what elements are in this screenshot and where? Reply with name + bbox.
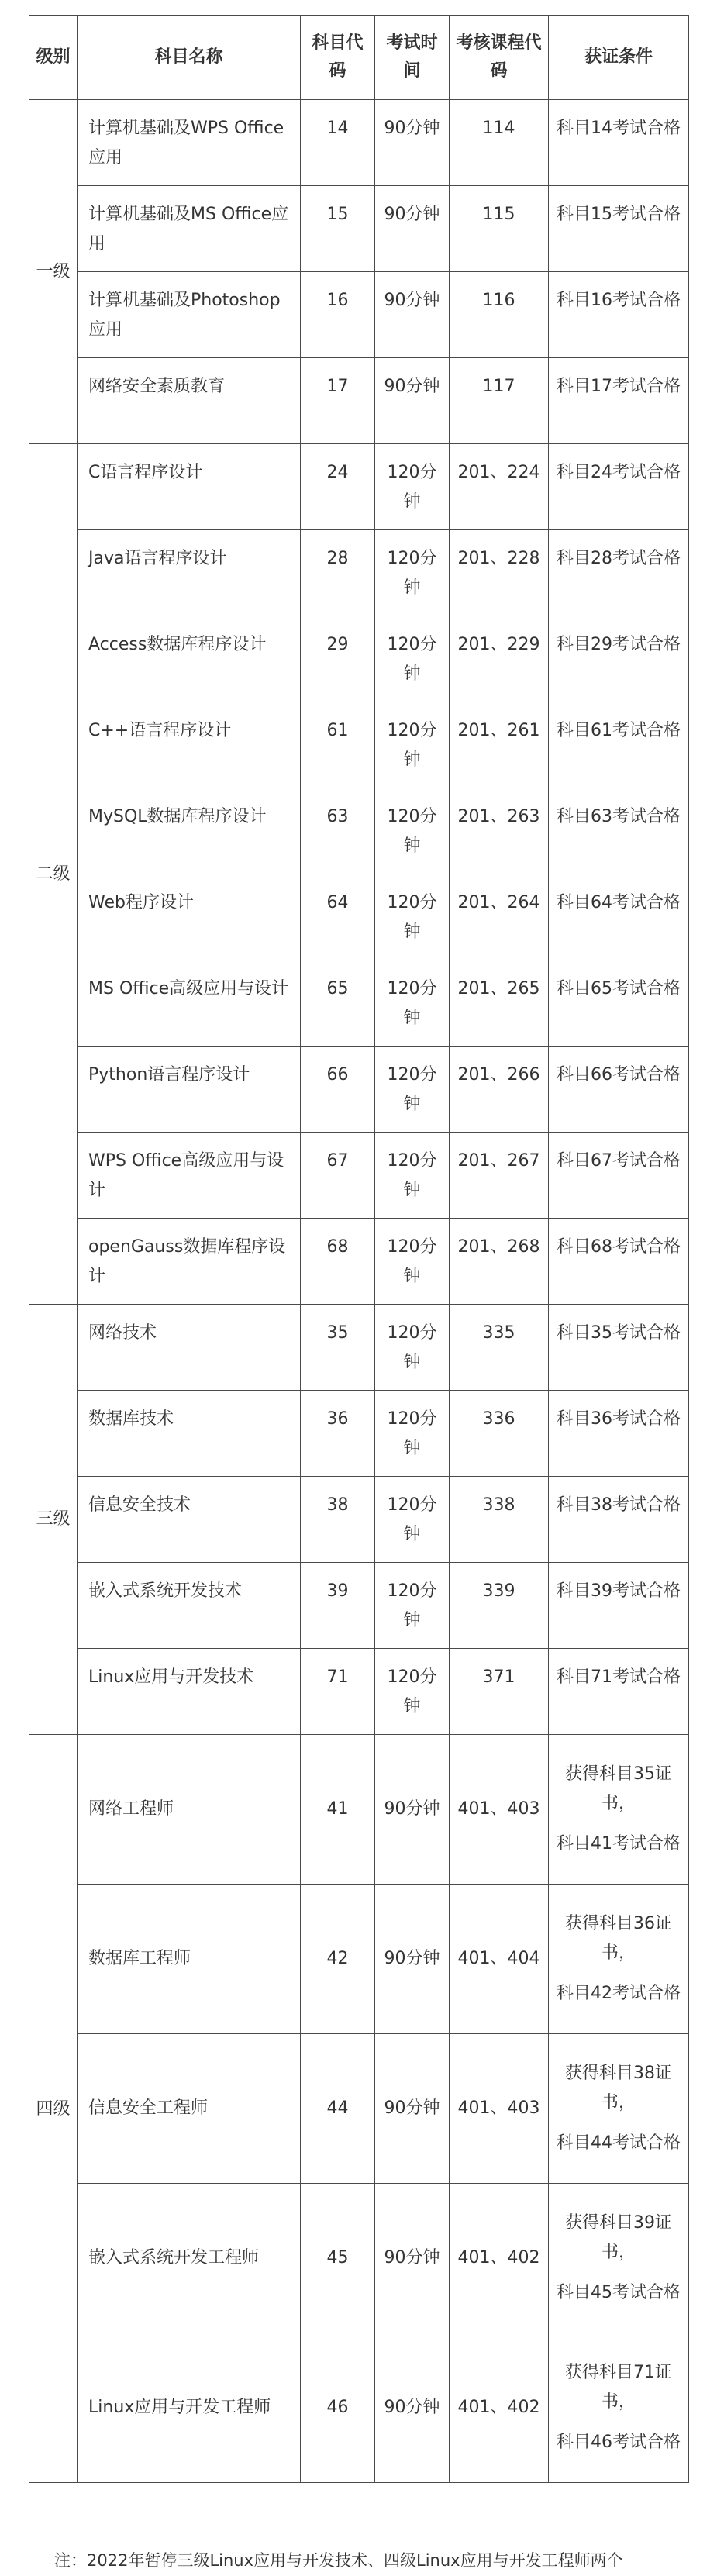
subject-code-cell: 28 bbox=[301, 530, 375, 616]
certification-condition-cell bbox=[549, 1391, 689, 1477]
course-code-cell: 401、403 bbox=[450, 2034, 549, 2184]
subject-code-cell: 38 bbox=[301, 1477, 375, 1563]
condition-spacer bbox=[553, 2118, 684, 2129]
header-subject-code: 科目代码 bbox=[301, 16, 375, 100]
condition-line: 科目36考试合格 bbox=[557, 1409, 681, 1429]
certification-condition-cell bbox=[549, 100, 689, 186]
subject-code-cell: 39 bbox=[301, 1563, 375, 1649]
certification-condition-cell bbox=[549, 1305, 689, 1391]
condition-spacer bbox=[553, 2267, 684, 2278]
subject-code-cell: 17 bbox=[301, 358, 375, 444]
subject-code-cell: 16 bbox=[301, 272, 375, 358]
table-row bbox=[29, 960, 689, 1047]
subject-name-cell: MySQL数据库程序设计 bbox=[78, 788, 301, 874]
subject-name-cell: openGauss数据库程序设计 bbox=[78, 1219, 301, 1305]
level-cell: 一级 bbox=[29, 100, 78, 444]
exam-time-cell: 120分钟 bbox=[375, 874, 450, 960]
course-code-cell: 115 bbox=[450, 186, 549, 272]
exam-time-cell: 120分钟 bbox=[375, 1305, 450, 1391]
table-body bbox=[29, 100, 689, 2483]
subject-code-cell: 64 bbox=[301, 874, 375, 960]
exam-time-cell: 120分钟 bbox=[375, 1047, 450, 1133]
condition-line: 科目44考试合格 bbox=[557, 2133, 681, 2153]
exam-time-cell: 90分钟 bbox=[375, 272, 450, 358]
condition-line: 科目71考试合格 bbox=[557, 1667, 681, 1687]
course-code-cell: 401、403 bbox=[450, 1735, 549, 1885]
exam-time-cell: 90分钟 bbox=[375, 358, 450, 444]
certification-condition-cell bbox=[549, 1219, 689, 1305]
subject-code-cell: 36 bbox=[301, 1391, 375, 1477]
exam-time-cell: 90分钟 bbox=[375, 100, 450, 186]
header-level: 级别 bbox=[29, 16, 78, 100]
certification-condition-cell bbox=[549, 1735, 689, 1885]
condition-line: 获得科目38证书， bbox=[565, 2064, 672, 2112]
subject-name-cell: MS Office高级应用与设计 bbox=[78, 960, 301, 1047]
subject-code-cell: 46 bbox=[301, 2333, 375, 2483]
subject-code-cell: 45 bbox=[301, 2184, 375, 2333]
certification-condition-cell bbox=[549, 1047, 689, 1133]
certification-condition-cell bbox=[549, 702, 689, 788]
exam-time-cell: 120分钟 bbox=[375, 788, 450, 874]
exam-time-cell: 90分钟 bbox=[375, 1885, 450, 2034]
subject-code-cell: 42 bbox=[301, 1885, 375, 2034]
subject-name-cell: 计算机基础及Photoshop应用 bbox=[78, 272, 301, 358]
subject-name-cell: C++语言程序设计 bbox=[78, 702, 301, 788]
course-code-cell: 201、265 bbox=[450, 960, 549, 1047]
condition-line: 科目68考试合格 bbox=[557, 1237, 681, 1257]
condition-line: 科目17考试合格 bbox=[557, 377, 681, 396]
subject-name-cell: C语言程序设计 bbox=[78, 444, 301, 530]
subject-code-cell: 24 bbox=[301, 444, 375, 530]
subject-name-cell: WPS Office高级应用与设计 bbox=[78, 1133, 301, 1219]
condition-line: 科目16考试合格 bbox=[557, 291, 681, 310]
course-code-cell: 401、404 bbox=[450, 1885, 549, 2034]
certification-condition-cell bbox=[549, 1649, 689, 1735]
table-row bbox=[29, 702, 689, 788]
subject-name-cell: 网络工程师 bbox=[78, 1735, 301, 1885]
condition-line: 科目64考试合格 bbox=[557, 893, 681, 912]
subject-code-cell: 65 bbox=[301, 960, 375, 1047]
condition-line: 获得科目71证书， bbox=[565, 2363, 672, 2412]
subject-code-cell: 44 bbox=[301, 2034, 375, 2184]
subject-name-cell: 信息安全技术 bbox=[78, 1477, 301, 1563]
table-row bbox=[29, 272, 689, 358]
subject-name-cell: 网络技术 bbox=[78, 1305, 301, 1391]
subject-code-cell: 41 bbox=[301, 1735, 375, 1885]
condition-line: 科目28考试合格 bbox=[557, 549, 681, 568]
table-row bbox=[29, 358, 689, 444]
condition-line: 获得科目35证书， bbox=[565, 1764, 672, 1813]
condition-line: 科目24考试合格 bbox=[557, 463, 681, 482]
exam-time-cell: 120分钟 bbox=[375, 1391, 450, 1477]
certification-condition-cell bbox=[549, 1563, 689, 1649]
course-code-cell: 201、229 bbox=[450, 616, 549, 702]
table-row bbox=[29, 444, 689, 530]
subject-name-cell: 计算机基础及MS Office应用 bbox=[78, 186, 301, 272]
exam-time-cell: 90分钟 bbox=[375, 2184, 450, 2333]
course-code-cell: 201、263 bbox=[450, 788, 549, 874]
course-code-cell: 335 bbox=[450, 1305, 549, 1391]
condition-line: 科目45考试合格 bbox=[557, 2283, 681, 2302]
condition-line: 科目15考试合格 bbox=[557, 205, 681, 224]
condition-line: 科目14考试合格 bbox=[557, 119, 681, 138]
subject-name-cell: Access数据库程序设计 bbox=[78, 616, 301, 702]
exam-subjects-table bbox=[29, 15, 689, 2483]
certification-condition-cell bbox=[549, 186, 689, 272]
subject-name-cell: Linux应用与开发工程师 bbox=[78, 2333, 301, 2483]
subject-name-cell: Web程序设计 bbox=[78, 874, 301, 960]
condition-spacer bbox=[553, 2417, 684, 2428]
certification-condition-cell bbox=[549, 272, 689, 358]
table-row bbox=[29, 1391, 689, 1477]
course-code-cell: 116 bbox=[450, 272, 549, 358]
header-subject-name: 科目名称 bbox=[78, 16, 301, 100]
table-row bbox=[29, 1133, 689, 1219]
exam-time-cell: 120分钟 bbox=[375, 530, 450, 616]
course-code-cell: 117 bbox=[450, 358, 549, 444]
footnote: 注：2022年暂停三级Linux应用与开发技术、四级Linux应用与开发工程师两个 bbox=[54, 2551, 623, 2570]
condition-line: 科目38考试合格 bbox=[557, 1495, 681, 1515]
course-code-cell: 114 bbox=[450, 100, 549, 186]
course-code-cell: 201、264 bbox=[450, 874, 549, 960]
table-row bbox=[29, 1885, 689, 2034]
course-code-cell: 201、268 bbox=[450, 1219, 549, 1305]
table-header-row bbox=[29, 16, 689, 100]
header-exam-time: 考试时间 bbox=[375, 16, 450, 100]
course-code-cell: 201、267 bbox=[450, 1133, 549, 1219]
course-code-cell: 201、224 bbox=[450, 444, 549, 530]
certification-condition-cell bbox=[549, 960, 689, 1047]
certification-condition-cell bbox=[549, 444, 689, 530]
certification-condition-cell bbox=[549, 2034, 689, 2184]
course-code-cell: 336 bbox=[450, 1391, 549, 1477]
certification-condition-cell bbox=[549, 874, 689, 960]
table-row bbox=[29, 1563, 689, 1649]
exam-subjects-table-container bbox=[29, 15, 688, 2483]
level-cell: 二级 bbox=[29, 444, 78, 1305]
table-row bbox=[29, 2333, 689, 2483]
subject-name-cell: Java语言程序设计 bbox=[78, 530, 301, 616]
certification-condition-cell bbox=[549, 1133, 689, 1219]
condition-line: 科目66考试合格 bbox=[557, 1065, 681, 1085]
table-row bbox=[29, 1477, 689, 1563]
certification-condition-cell bbox=[549, 358, 689, 444]
course-code-cell: 201、261 bbox=[450, 702, 549, 788]
subject-name-cell: 嵌入式系统开发工程师 bbox=[78, 2184, 301, 2333]
subject-name-cell: 计算机基础及WPS Office应用 bbox=[78, 100, 301, 186]
subject-code-cell: 29 bbox=[301, 616, 375, 702]
condition-spacer bbox=[553, 1968, 684, 1979]
condition-line: 科目35考试合格 bbox=[557, 1323, 681, 1343]
subject-code-cell: 68 bbox=[301, 1219, 375, 1305]
condition-line: 科目63考试合格 bbox=[557, 807, 681, 826]
subject-code-cell: 14 bbox=[301, 100, 375, 186]
table-row bbox=[29, 100, 689, 186]
condition-line: 科目41考试合格 bbox=[557, 1834, 681, 1854]
exam-time-cell: 90分钟 bbox=[375, 1735, 450, 1885]
subject-code-cell: 35 bbox=[301, 1305, 375, 1391]
exam-time-cell: 120分钟 bbox=[375, 616, 450, 702]
exam-time-cell: 90分钟 bbox=[375, 2034, 450, 2184]
header-certification-condition: 获证条件 bbox=[549, 16, 689, 100]
condition-line: 获得科目36证书， bbox=[565, 1914, 672, 1963]
subject-code-cell: 15 bbox=[301, 186, 375, 272]
certification-condition-cell bbox=[549, 1885, 689, 2034]
table-row bbox=[29, 1047, 689, 1133]
course-code-cell: 371 bbox=[450, 1649, 549, 1735]
table-row bbox=[29, 788, 689, 874]
condition-line: 科目61考试合格 bbox=[557, 721, 681, 740]
subject-code-cell: 66 bbox=[301, 1047, 375, 1133]
certification-condition-cell bbox=[549, 1477, 689, 1563]
table-row bbox=[29, 186, 689, 272]
table-row bbox=[29, 1305, 689, 1391]
table-row bbox=[29, 1735, 689, 1885]
certification-condition-cell bbox=[549, 530, 689, 616]
level-cell: 四级 bbox=[29, 1735, 78, 2483]
exam-time-cell: 90分钟 bbox=[375, 2333, 450, 2483]
course-code-cell: 338 bbox=[450, 1477, 549, 1563]
certification-condition-cell bbox=[549, 616, 689, 702]
condition-line: 科目42考试合格 bbox=[557, 1984, 681, 2003]
subject-name-cell: 嵌入式系统开发技术 bbox=[78, 1563, 301, 1649]
exam-time-cell: 120分钟 bbox=[375, 960, 450, 1047]
subject-name-cell: Linux应用与开发技术 bbox=[78, 1649, 301, 1735]
exam-time-cell: 120分钟 bbox=[375, 1477, 450, 1563]
certification-condition-cell bbox=[549, 2184, 689, 2333]
subject-code-cell: 71 bbox=[301, 1649, 375, 1735]
exam-time-cell: 120分钟 bbox=[375, 1133, 450, 1219]
subject-name-cell: 网络安全素质教育 bbox=[78, 358, 301, 444]
table-row bbox=[29, 2034, 689, 2184]
exam-time-cell: 90分钟 bbox=[375, 186, 450, 272]
condition-spacer bbox=[553, 1819, 684, 1829]
level-cell: 三级 bbox=[29, 1305, 78, 1735]
table-row bbox=[29, 1649, 689, 1735]
exam-time-cell: 120分钟 bbox=[375, 1563, 450, 1649]
table-row bbox=[29, 2184, 689, 2333]
subject-code-cell: 63 bbox=[301, 788, 375, 874]
course-code-cell: 339 bbox=[450, 1563, 549, 1649]
table-row bbox=[29, 874, 689, 960]
condition-line: 获得科目39证书， bbox=[565, 2213, 672, 2262]
subject-code-cell: 61 bbox=[301, 702, 375, 788]
certification-condition-cell bbox=[549, 788, 689, 874]
exam-time-cell: 120分钟 bbox=[375, 444, 450, 530]
course-code-cell: 201、266 bbox=[450, 1047, 549, 1133]
table-row bbox=[29, 1219, 689, 1305]
condition-line: 科目67考试合格 bbox=[557, 1151, 681, 1171]
header-course-code: 考核课程代码 bbox=[450, 16, 549, 100]
table-row bbox=[29, 616, 689, 702]
exam-time-cell: 120分钟 bbox=[375, 702, 450, 788]
subject-name-cell: 数据库工程师 bbox=[78, 1885, 301, 2034]
condition-line: 科目39考试合格 bbox=[557, 1581, 681, 1601]
certification-condition-cell bbox=[549, 2333, 689, 2483]
subject-name-cell: Python语言程序设计 bbox=[78, 1047, 301, 1133]
subject-name-cell: 数据库技术 bbox=[78, 1391, 301, 1477]
exam-time-cell: 120分钟 bbox=[375, 1649, 450, 1735]
table-row bbox=[29, 530, 689, 616]
subject-code-cell: 67 bbox=[301, 1133, 375, 1219]
subject-name-cell: 信息安全工程师 bbox=[78, 2034, 301, 2184]
course-code-cell: 401、402 bbox=[450, 2184, 549, 2333]
course-code-cell: 401、402 bbox=[450, 2333, 549, 2483]
exam-time-cell: 120分钟 bbox=[375, 1219, 450, 1305]
condition-line: 科目46考试合格 bbox=[557, 2433, 681, 2452]
condition-line: 科目29考试合格 bbox=[557, 635, 681, 654]
course-code-cell: 201、228 bbox=[450, 530, 549, 616]
condition-line: 科目65考试合格 bbox=[557, 979, 681, 998]
